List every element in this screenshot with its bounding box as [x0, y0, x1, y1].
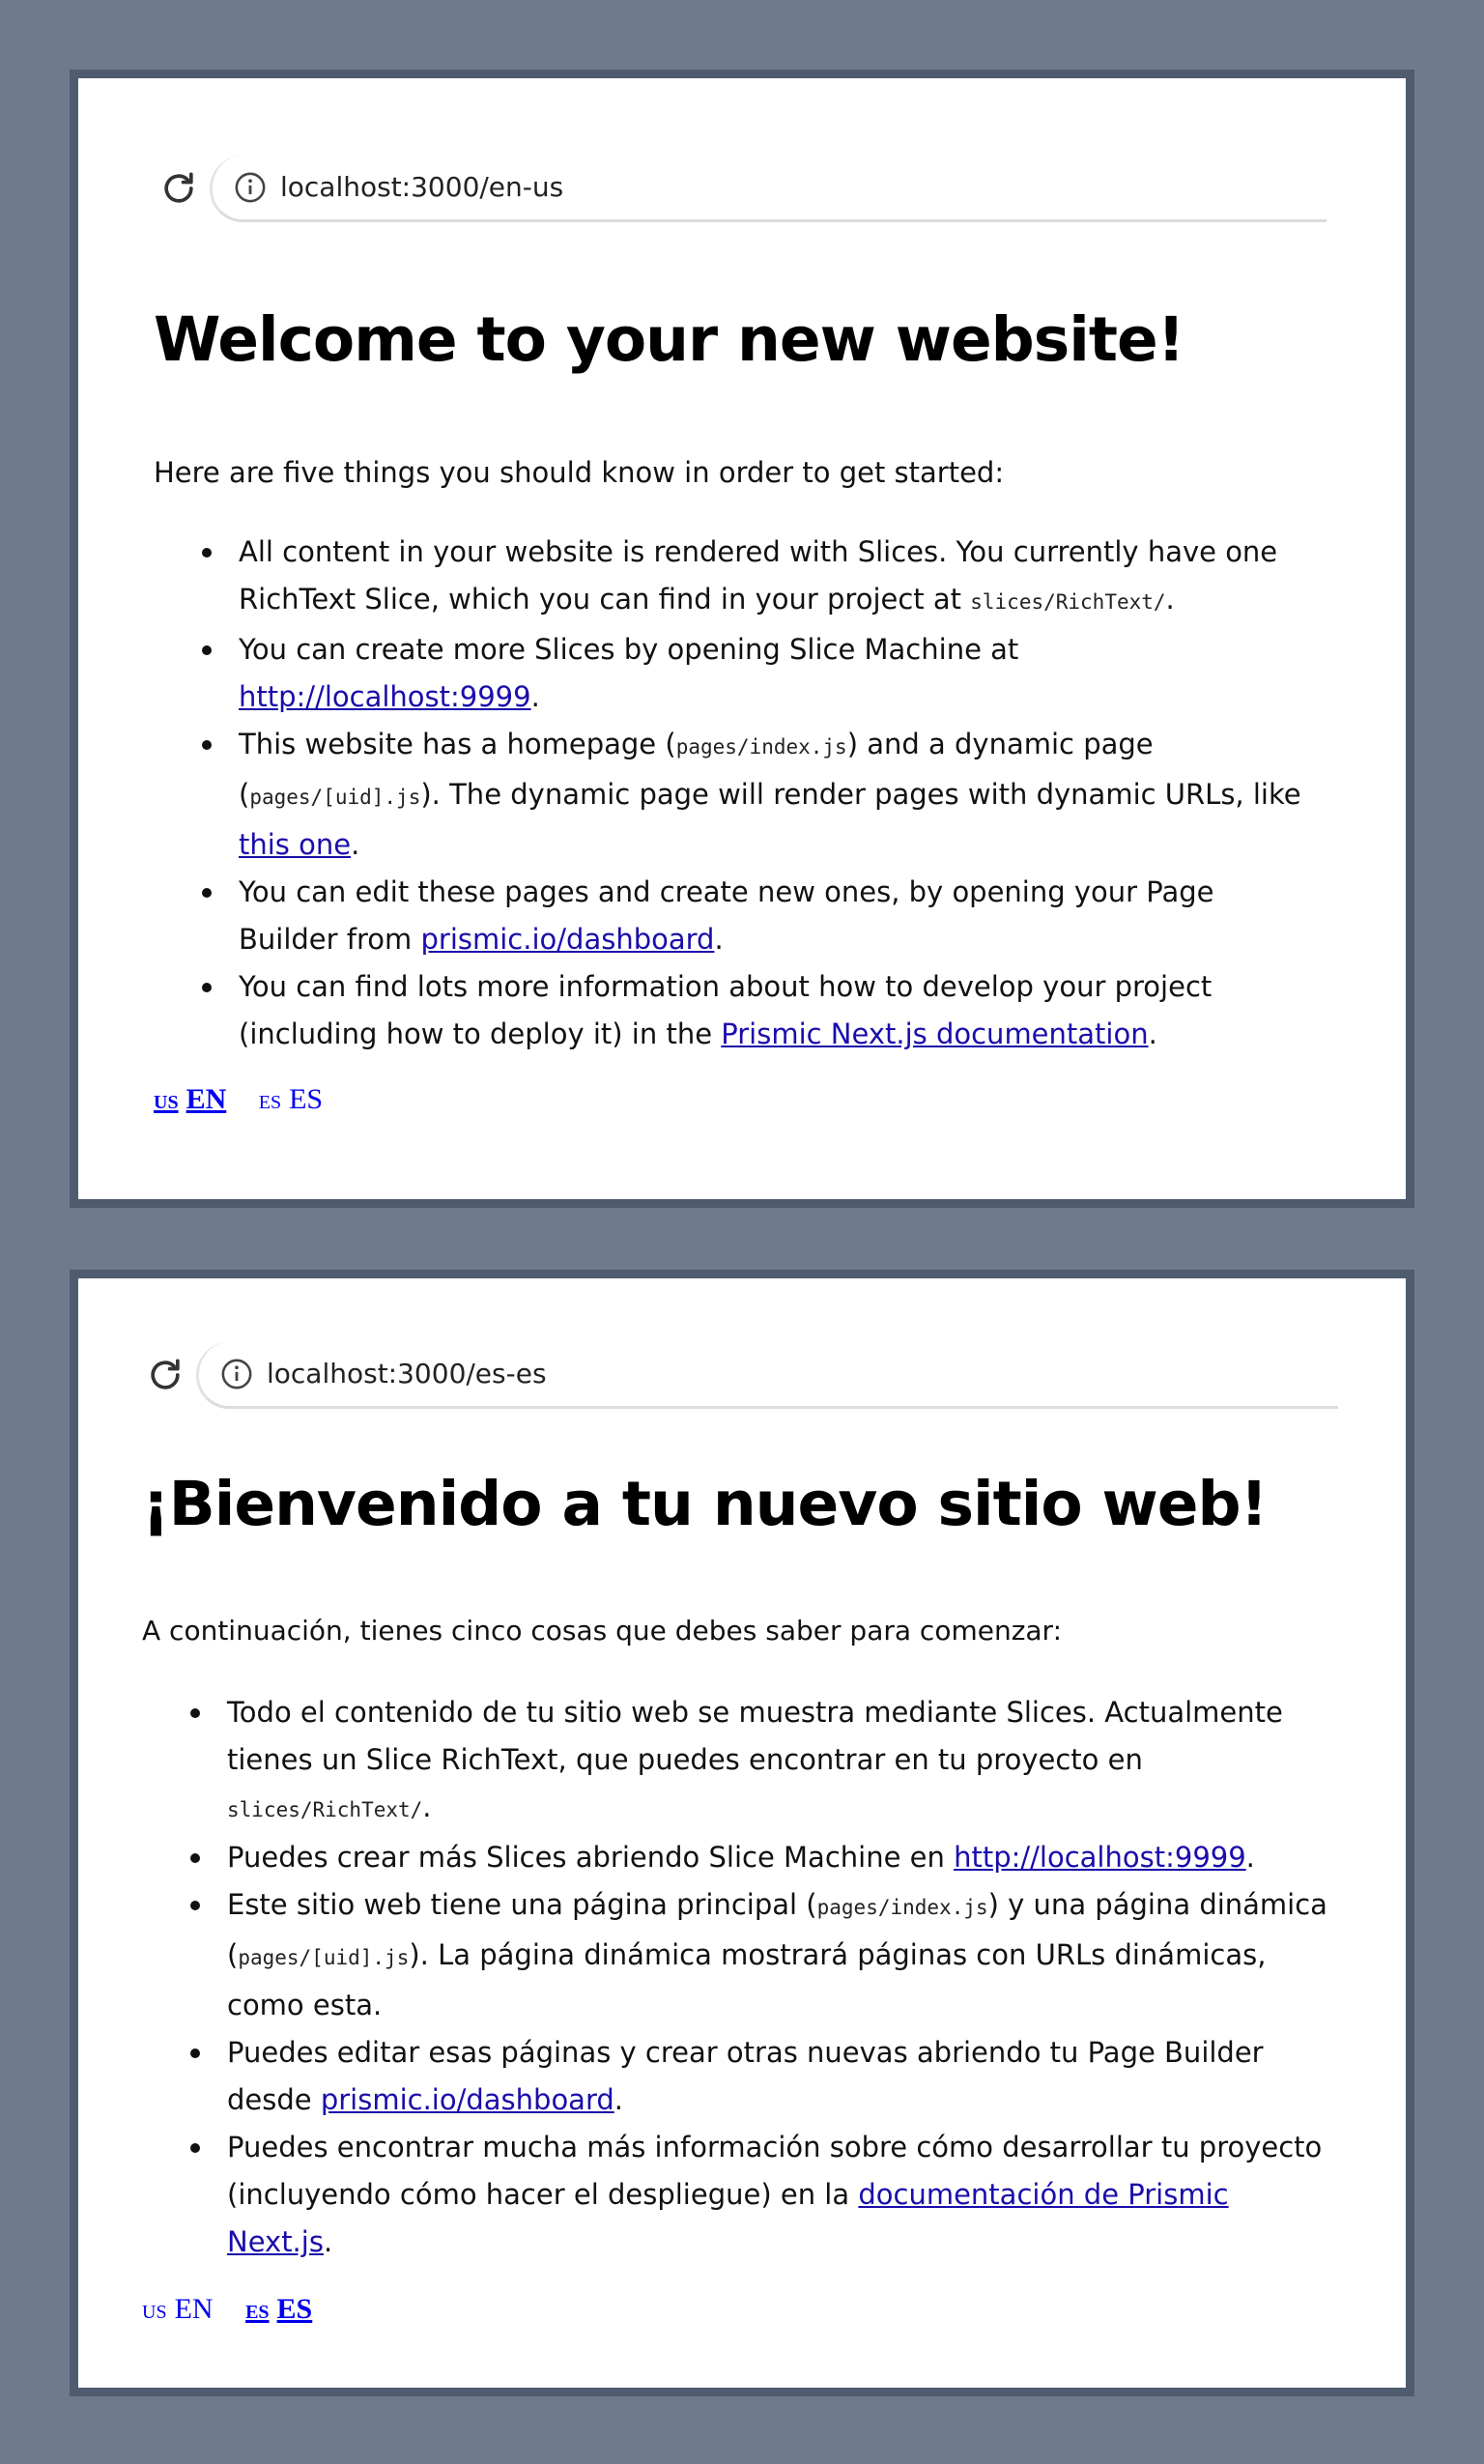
info-icon[interactable] [220, 1358, 253, 1390]
address-bar[interactable] [157, 156, 1327, 221]
list-item: You can create more Slices by opening Slice Machine at http://localhost:9999. [188, 626, 1319, 721]
screenshot-en [70, 70, 1414, 1208]
page-title: ¡Bienvenido a tu nuevo sitio web! [142, 1469, 1268, 1539]
list-item: This website has a homepage (pages/index.js) and a dynamic page (pages/[uid].js). The dynamic page will render pages with dynamic URLs, like this one. [188, 721, 1319, 869]
reload-icon[interactable] [157, 167, 200, 210]
docs-link[interactable]: Prismic Next.js documentation [721, 1017, 1149, 1050]
url-field[interactable] [210, 156, 1327, 222]
lang-es-link[interactable]: ES ES [245, 2293, 313, 2325]
list-item: Puedes editar esas páginas y crear otras nuevas abriendo tu Page Builder desde prismic.io/dashboard. [177, 2029, 1336, 2124]
dashboard-link[interactable]: prismic.io/dashboard [320, 2083, 614, 2116]
dashboard-link[interactable]: prismic.io/dashboard [420, 923, 715, 956]
this-one-link[interactable]: this one [239, 828, 352, 861]
url-text[interactable]: localhost:3000/en-us [280, 171, 564, 203]
reload-icon[interactable] [144, 1354, 186, 1396]
slice-machine-link[interactable]: http://localhost:9999 [239, 680, 531, 713]
page-title: Welcome to your new website! [154, 304, 1184, 375]
lang-en-link[interactable]: US EN [142, 2293, 214, 2325]
code-path: pages/[uid].js [238, 1946, 410, 1969]
list-item: You can find lots more information about how to develop your project (including how to deploy it) in the Prismic Next.js documentation. [188, 963, 1319, 1058]
address-bar[interactable] [144, 1342, 1338, 1408]
tips-list [188, 529, 1319, 1058]
intro-text: A continuación, tienes cinco cosas que debes saber para comenzar: [142, 1615, 1063, 1647]
code-path: pages/index.js [816, 1896, 988, 1919]
info-icon[interactable] [234, 171, 267, 204]
intro-text: Here are five things you should know in order to get started: [154, 456, 1005, 489]
code-path: slices/RichText/ [227, 1798, 423, 1821]
code-path: pages/[uid].js [249, 786, 421, 809]
docs-link[interactable]: documentación de Prismic Next.js [227, 2178, 1229, 2258]
list-item: Este sitio web tiene una página principal (pages/index.js) y una página dinámica (pages/[uid].js). La página dinámica mostrará páginas con URLs dinámicas, como esta. [177, 1881, 1336, 2029]
code-path: slices/RichText/ [970, 590, 1166, 614]
list-item: Todo el contenido de tu sitio web se muestra mediante Slices. Actualmente tienes un Slice RichText, que puedes encontrar en tu proyecto en slices/RichText/. [177, 1689, 1336, 1834]
url-field[interactable] [196, 1342, 1338, 1409]
code-path: pages/index.js [675, 735, 847, 759]
screenshot-es [70, 1270, 1414, 2396]
lang-es-link[interactable]: ES ES [258, 1083, 324, 1115]
language-switcher [142, 2293, 337, 2326]
list-item: Puedes crear más Slices abriendo Slice Machine en http://localhost:9999. [177, 1834, 1336, 1881]
list-item: Puedes encontrar mucha más información sobre cómo desarrollar tu proyecto (incluyendo cómo hacer el despliegue) en la documentación de Prismic Next.js. [177, 2124, 1336, 2266]
language-switcher [154, 1083, 348, 1116]
slice-machine-link[interactable]: http://localhost:9999 [954, 1841, 1246, 1874]
url-text[interactable]: localhost:3000/es-es [267, 1358, 547, 1390]
tips-list [177, 1689, 1336, 2266]
list-item: All content in your website is rendered with Slices. You currently have one RichText Slice, which you can find in your project at slices/RichText/. [188, 529, 1319, 626]
lang-en-link[interactable]: US EN [154, 1083, 227, 1115]
list-item: You can edit these pages and create new ones, by opening your Page Builder from prismic.io/dashboard. [188, 869, 1319, 963]
